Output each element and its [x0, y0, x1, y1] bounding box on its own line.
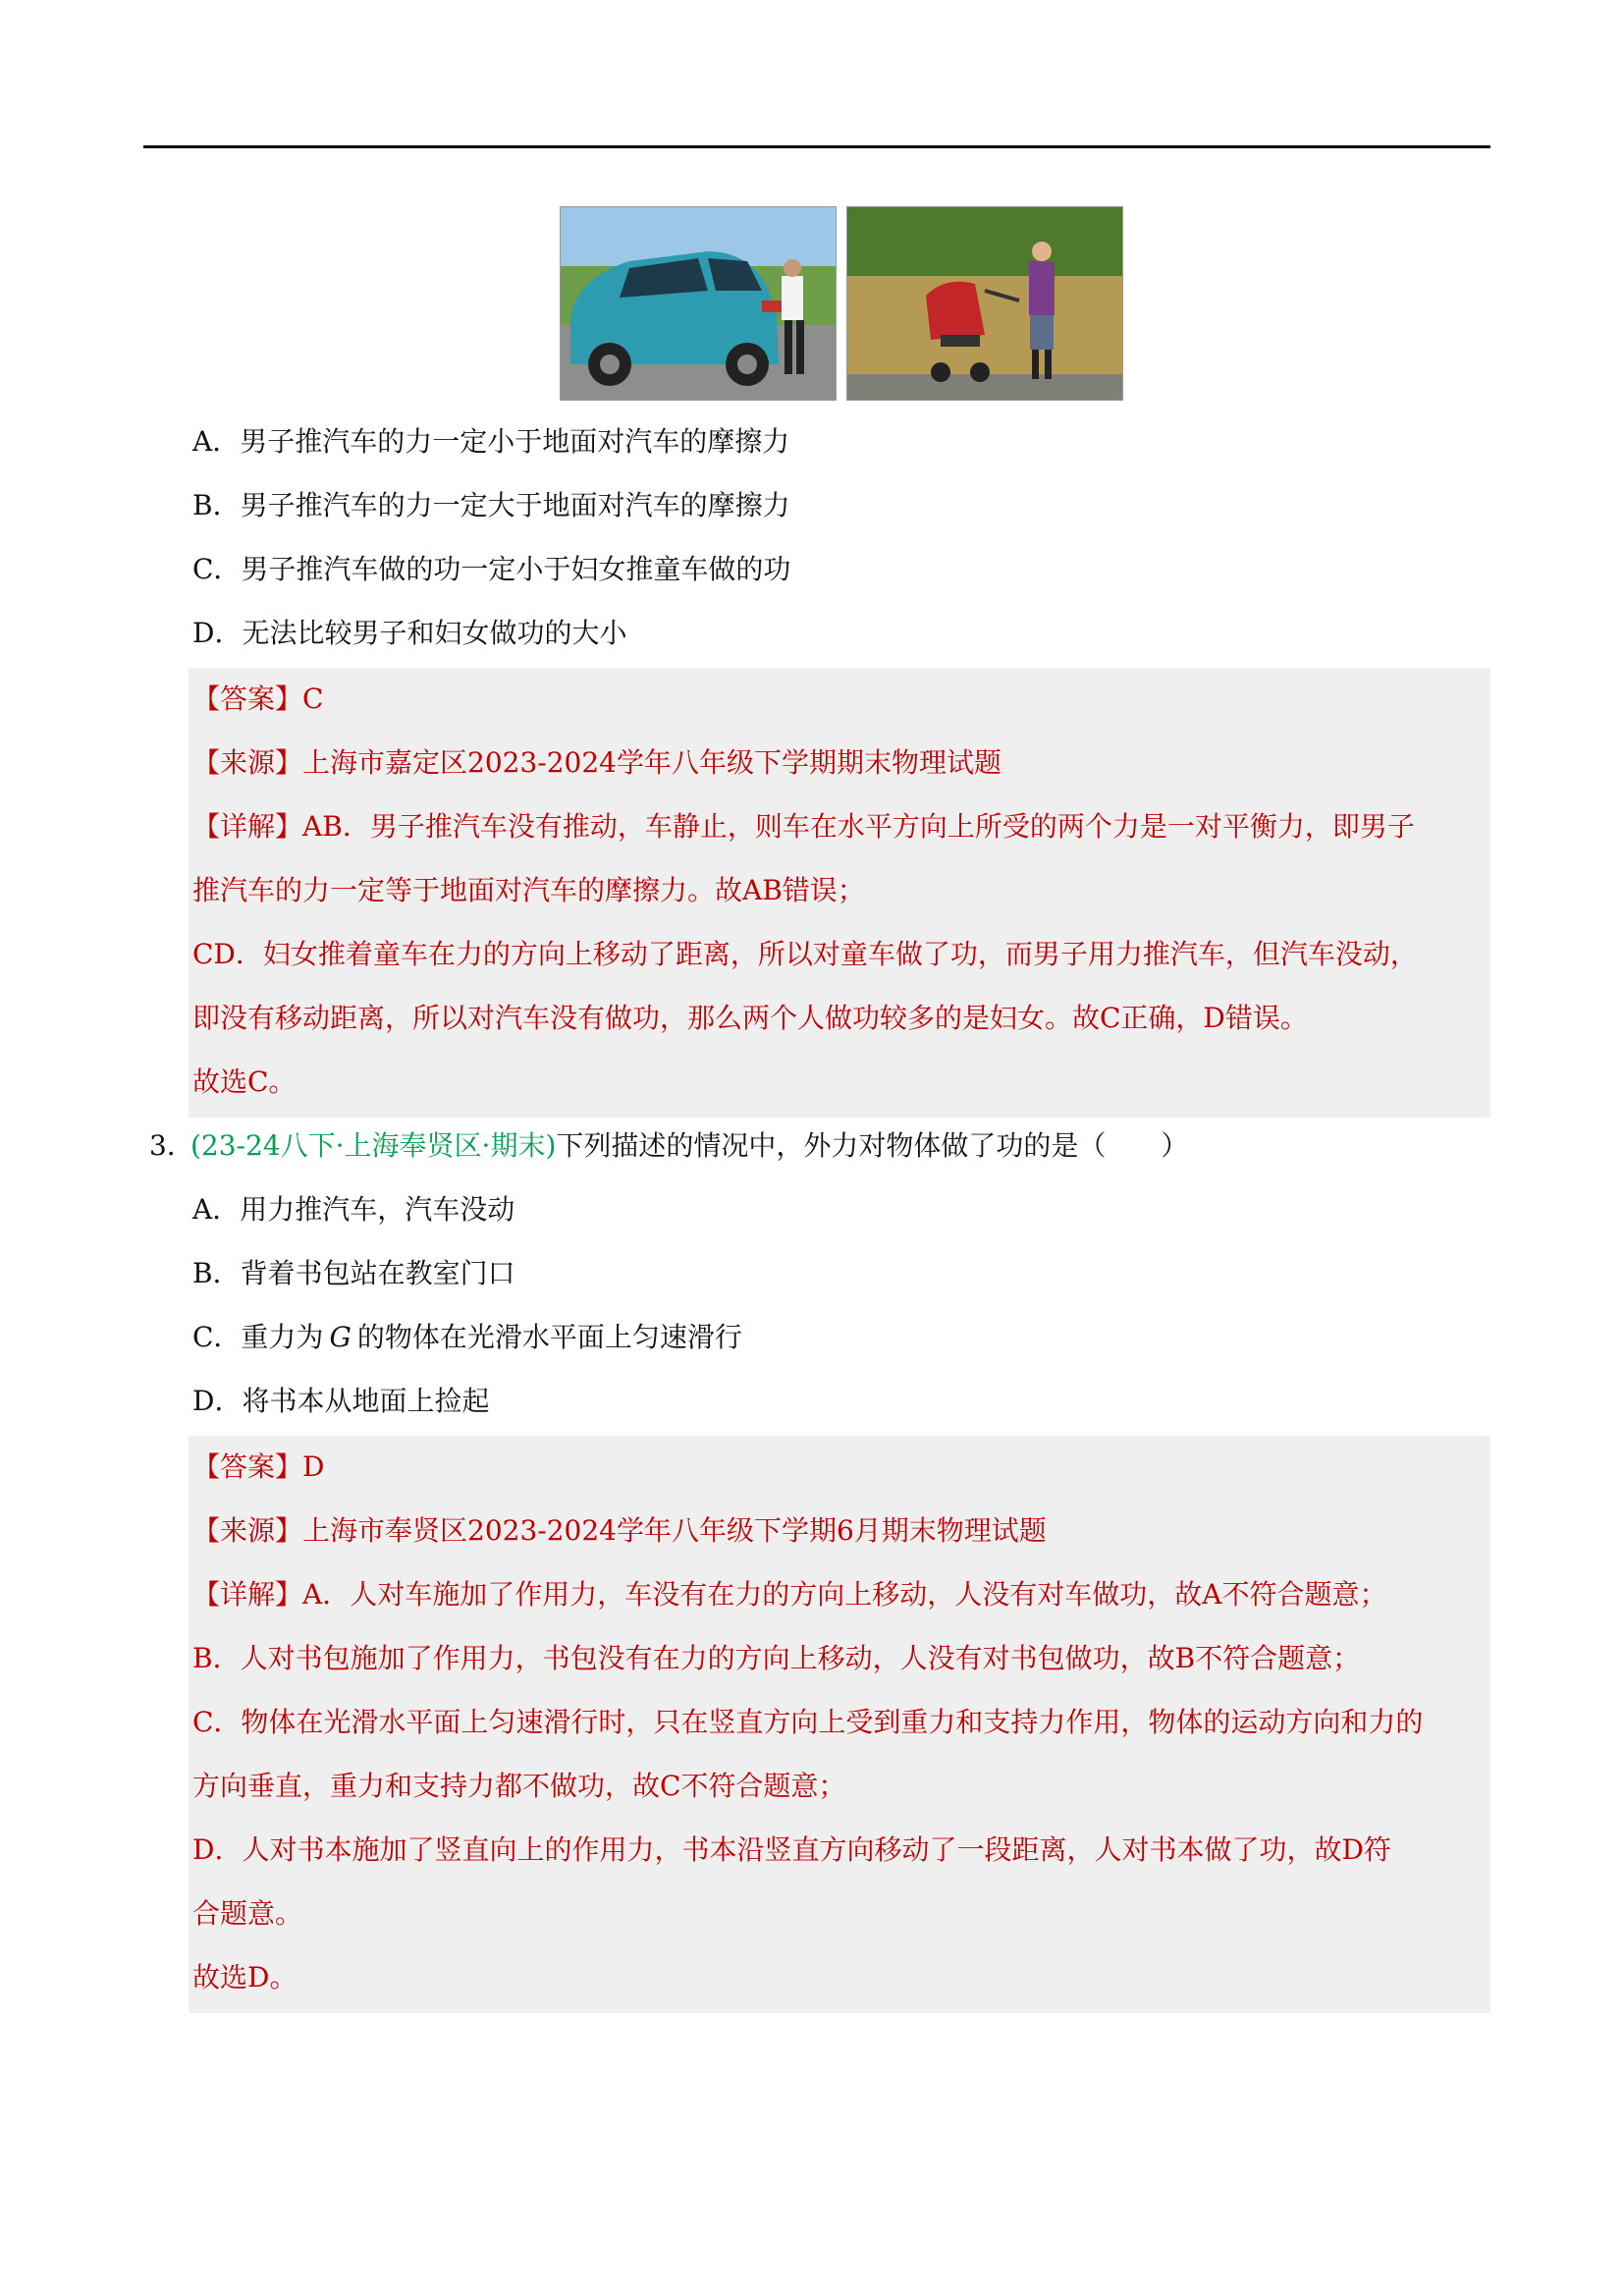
q3-option-d: D．将书本从地面上捡起 — [192, 1385, 490, 1417]
detail-text: AB．男子推汽车没有推动，车静止，则车在水平方向上所受的两个力是一对平衡力，即男子 — [302, 810, 1415, 843]
q3-detail-line-5: D．人对书本施加了竖直向上的作用力，书本沿竖直方向移动了一段距离，人对书本做了功，故D符 — [192, 1833, 1391, 1866]
option-c-variable: G — [329, 1321, 352, 1353]
q3-answer — [192, 1448, 324, 1487]
q3-option-a: A．用力推汽车，汽车没动 — [192, 1193, 515, 1226]
q2-detail-line-4: 即没有移动距离，所以对汽车没有做功，那么两个人做功较多的是妇女。故C正确，D错误。 — [192, 1002, 1308, 1034]
q2-detail-line-2: 推汽车的力一定等于地面对汽车的摩擦力。故AB错误； — [192, 874, 865, 906]
q3-detail-line-2: B．人对书包施加了作用力，书包没有在力的方向上移动，人没有对书包做功，故B不符合题意； — [192, 1642, 1361, 1674]
q2-option-c: C．男子推汽车做的功一定小于妇女推童车做的功 — [192, 553, 791, 585]
q3-stem-text: 下列描述的情况中，外力对物体做了功的是（ ） — [556, 1129, 1189, 1162]
q2-answer — [192, 680, 323, 719]
photo-man-pushing-car — [560, 206, 837, 401]
source-text: 上海市嘉定区2023-2024学年八年级下学期期末物理试题 — [302, 746, 1001, 779]
q3-detail-line-3: C．物体在光滑水平面上匀速滑行时，只在竖直方向上受到重力和支持力作用，物体的运动方向和力的 — [192, 1706, 1424, 1738]
answer-value: D — [302, 1450, 325, 1483]
q2-detail-line-3: CD．妇女推着童车在力的方向上移动了距离，所以对童车做了功，而男子用力推汽车，但汽车没动， — [192, 938, 1418, 970]
header-rule — [143, 145, 1490, 148]
q3-conclusion: 故选D。 — [192, 1961, 298, 1994]
q3-detail-line-6: 合题意。 — [192, 1897, 303, 1930]
q3-stem — [190, 1126, 1188, 1166]
q2-option-b: B．男子推汽车的力一定大于地面对汽车的摩擦力 — [192, 489, 790, 521]
q2-option-a: A．男子推汽车的力一定小于地面对汽车的摩擦力 — [192, 425, 790, 458]
detail-tag: 【详解】 — [192, 1578, 303, 1611]
option-c-rest: 的物体在光滑水平面上匀速滑行 — [356, 1321, 742, 1353]
answer-tag: 【答案】 — [192, 1450, 303, 1483]
q2-option-d: D．无法比较男子和妇女做功的大小 — [192, 617, 627, 649]
q3-number: 3． — [149, 1129, 194, 1162]
q3-option-c — [192, 1318, 742, 1357]
source-tag: 【来源】 — [192, 1514, 303, 1547]
detail-tag: 【详解】 — [192, 810, 303, 843]
answer-value: C — [302, 683, 324, 715]
q3-detail-line-1 — [192, 1575, 1386, 1614]
q3-exam-tag: (23-24八下·上海奉贤区·期末) — [190, 1129, 557, 1162]
photo-woman-pushing-stroller — [846, 206, 1123, 401]
source-text: 上海市奉贤区2023-2024学年八年级下学期6月期末物理试题 — [302, 1514, 1047, 1547]
q3-source — [192, 1511, 1047, 1551]
detail-text: A．人对车施加了作用力，车没有在力的方向上移动，人没有对车做功，故A不符合题意； — [302, 1578, 1387, 1611]
q2-source — [192, 743, 1001, 783]
source-tag: 【来源】 — [192, 746, 303, 779]
q3-option-b: B．背着书包站在教室门口 — [192, 1257, 515, 1289]
q3-detail-line-4: 方向垂直，重力和支持力都不做功，故C不符合题意； — [192, 1770, 846, 1802]
q2-conclusion: 故选C。 — [192, 1066, 297, 1098]
q2-detail-line-1 — [192, 807, 1415, 847]
option-c-prefix: C．重力为 — [192, 1321, 324, 1353]
answer-tag: 【答案】 — [192, 683, 303, 715]
